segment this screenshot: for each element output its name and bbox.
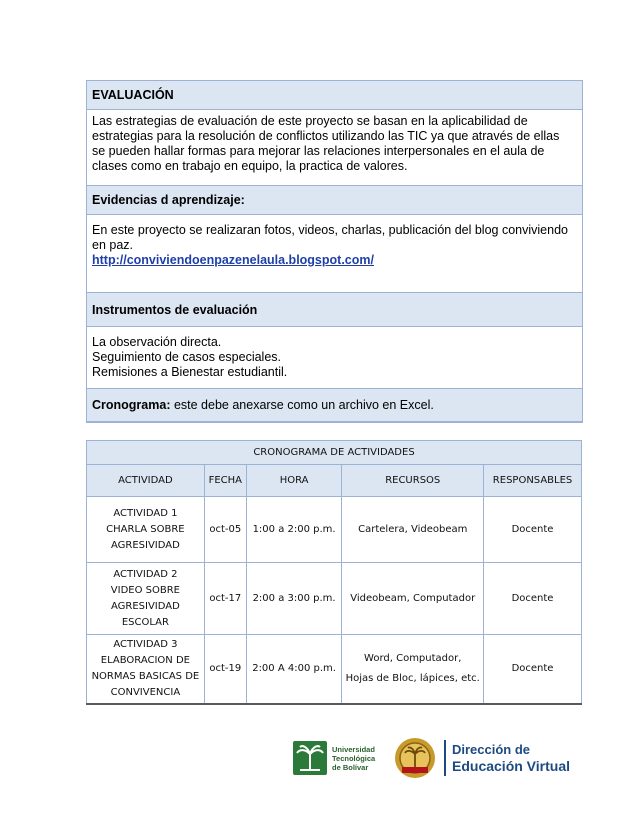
actividad-line: ACTIVIDAD 2 [113, 568, 178, 580]
column-header-hora: HORA [246, 465, 342, 497]
cell-hora: 1:00 a 2:00 p.m. [246, 497, 342, 563]
cell-responsables: Docente [484, 563, 582, 635]
utb-logo [292, 740, 382, 776]
actividad-line: AGRESIVIDAD [110, 539, 180, 551]
actividad-line: VIDEO SOBRE [110, 584, 180, 596]
recursos-line: Word, Computador, [364, 653, 462, 664]
cell-hora: 2:00 A 4:00 p.m. [246, 635, 342, 705]
seal-icon [394, 737, 436, 779]
palm-tree-icon [292, 740, 328, 776]
evidencias-line: en paz. [92, 238, 134, 252]
actividad-line: CONVIVENCIA [110, 687, 181, 698]
evidencias-header [87, 186, 582, 215]
evidencias-body [87, 215, 582, 293]
cell-responsables: Docente [484, 497, 582, 563]
logo-divider [444, 740, 446, 776]
cronograma-table [86, 440, 582, 705]
instrumentos-body [87, 327, 582, 389]
actividad-line: ELABORACION DE [100, 655, 190, 666]
cell-actividad [87, 563, 205, 635]
recursos-line: Hojas de Bloc, lápices, etc. [345, 673, 480, 684]
utb-name [332, 745, 382, 772]
cell-fecha: oct-05 [204, 497, 246, 563]
cell-recursos [342, 635, 484, 705]
cell-recursos [342, 497, 484, 563]
dev-line2: Educación Virtual [452, 758, 570, 774]
evidencias-title: Evidencias d aprendizaje: [92, 193, 245, 207]
utb-line: Universidad [332, 744, 375, 754]
educacion-virtual-logo [452, 742, 570, 774]
actividad-line: CHARLA SOBRE [106, 523, 185, 535]
cell-actividad [87, 497, 205, 563]
cell-hora: 2:00 a 3:00 p.m. [246, 563, 342, 635]
actividad-line: ACTIVIDAD 3 [113, 639, 178, 650]
footer-logos [292, 735, 570, 781]
cell-responsables: Docente [484, 635, 582, 705]
table-row [87, 563, 582, 635]
table-row [87, 497, 582, 563]
column-header-actividad: ACTIVIDAD [87, 465, 205, 497]
actividad-line: ACTIVIDAD 1 [113, 507, 178, 519]
cell-recursos [342, 563, 484, 635]
cronograma-title: CRONOGRAMA DE ACTIVIDADES [87, 441, 582, 465]
evaluacion-header [87, 81, 582, 110]
utb-line: Tecnológica [332, 753, 376, 763]
dev-line1: Dirección de [452, 742, 531, 757]
evaluacion-line: clases como en trabajo en equipo, la practica de valores. [92, 159, 408, 173]
actividad-line: NORMAS BASICAS DE [91, 671, 200, 682]
evaluacion-line: se pueden hallar formas para mejorar las relaciones interpersonales en el aula de [92, 144, 545, 158]
table-row [87, 635, 582, 705]
cronograma-text: este debe anexarse como un archivo en Excel. [170, 398, 434, 412]
evaluacion-body [87, 110, 582, 186]
evidencias-line: En este proyecto se realizaran fotos, videos, charlas, publicación del blog conviviendo [92, 223, 568, 237]
instrumentos-line: Seguimiento de casos especiales. [92, 350, 282, 364]
recursos-line: Videobeam, Computador [350, 592, 476, 604]
instrumentos-header [87, 293, 582, 327]
evaluacion-line: Las estrategias de evaluación de este proyecto se basan en la aplicabilidad de [92, 114, 528, 128]
evaluation-table [86, 80, 583, 423]
cell-fecha: oct-17 [204, 563, 246, 635]
actividad-line: AGRESIVIDAD ESCOLAR [110, 600, 180, 628]
instrumentos-line: Remisiones a Bienestar estudiantil. [92, 365, 288, 379]
blog-link[interactable]: http://conviviendoenpazenelaula.blogspot.com/ [92, 253, 374, 267]
column-header-fecha: FECHA [204, 465, 246, 497]
column-header-recursos: RECURSOS [342, 465, 484, 497]
instrumentos-line: La observación directa. [92, 335, 222, 349]
evaluacion-title: EVALUACIÓN [92, 88, 174, 102]
utb-line: de Bolívar [332, 762, 369, 772]
instrumentos-title: Instrumentos de evaluación [92, 302, 258, 317]
recursos-line: Cartelera, Videobeam [358, 523, 468, 535]
cronograma-note [87, 389, 582, 422]
cell-actividad [87, 635, 205, 705]
cronograma-label: Cronograma: [92, 398, 171, 412]
cell-fecha: oct-19 [204, 635, 246, 705]
evaluacion-line: estrategias para la resolución de conflictos utilizando las TIC ya que através de ellas [92, 129, 560, 143]
column-header-responsables: RESPONSABLES [484, 465, 582, 497]
